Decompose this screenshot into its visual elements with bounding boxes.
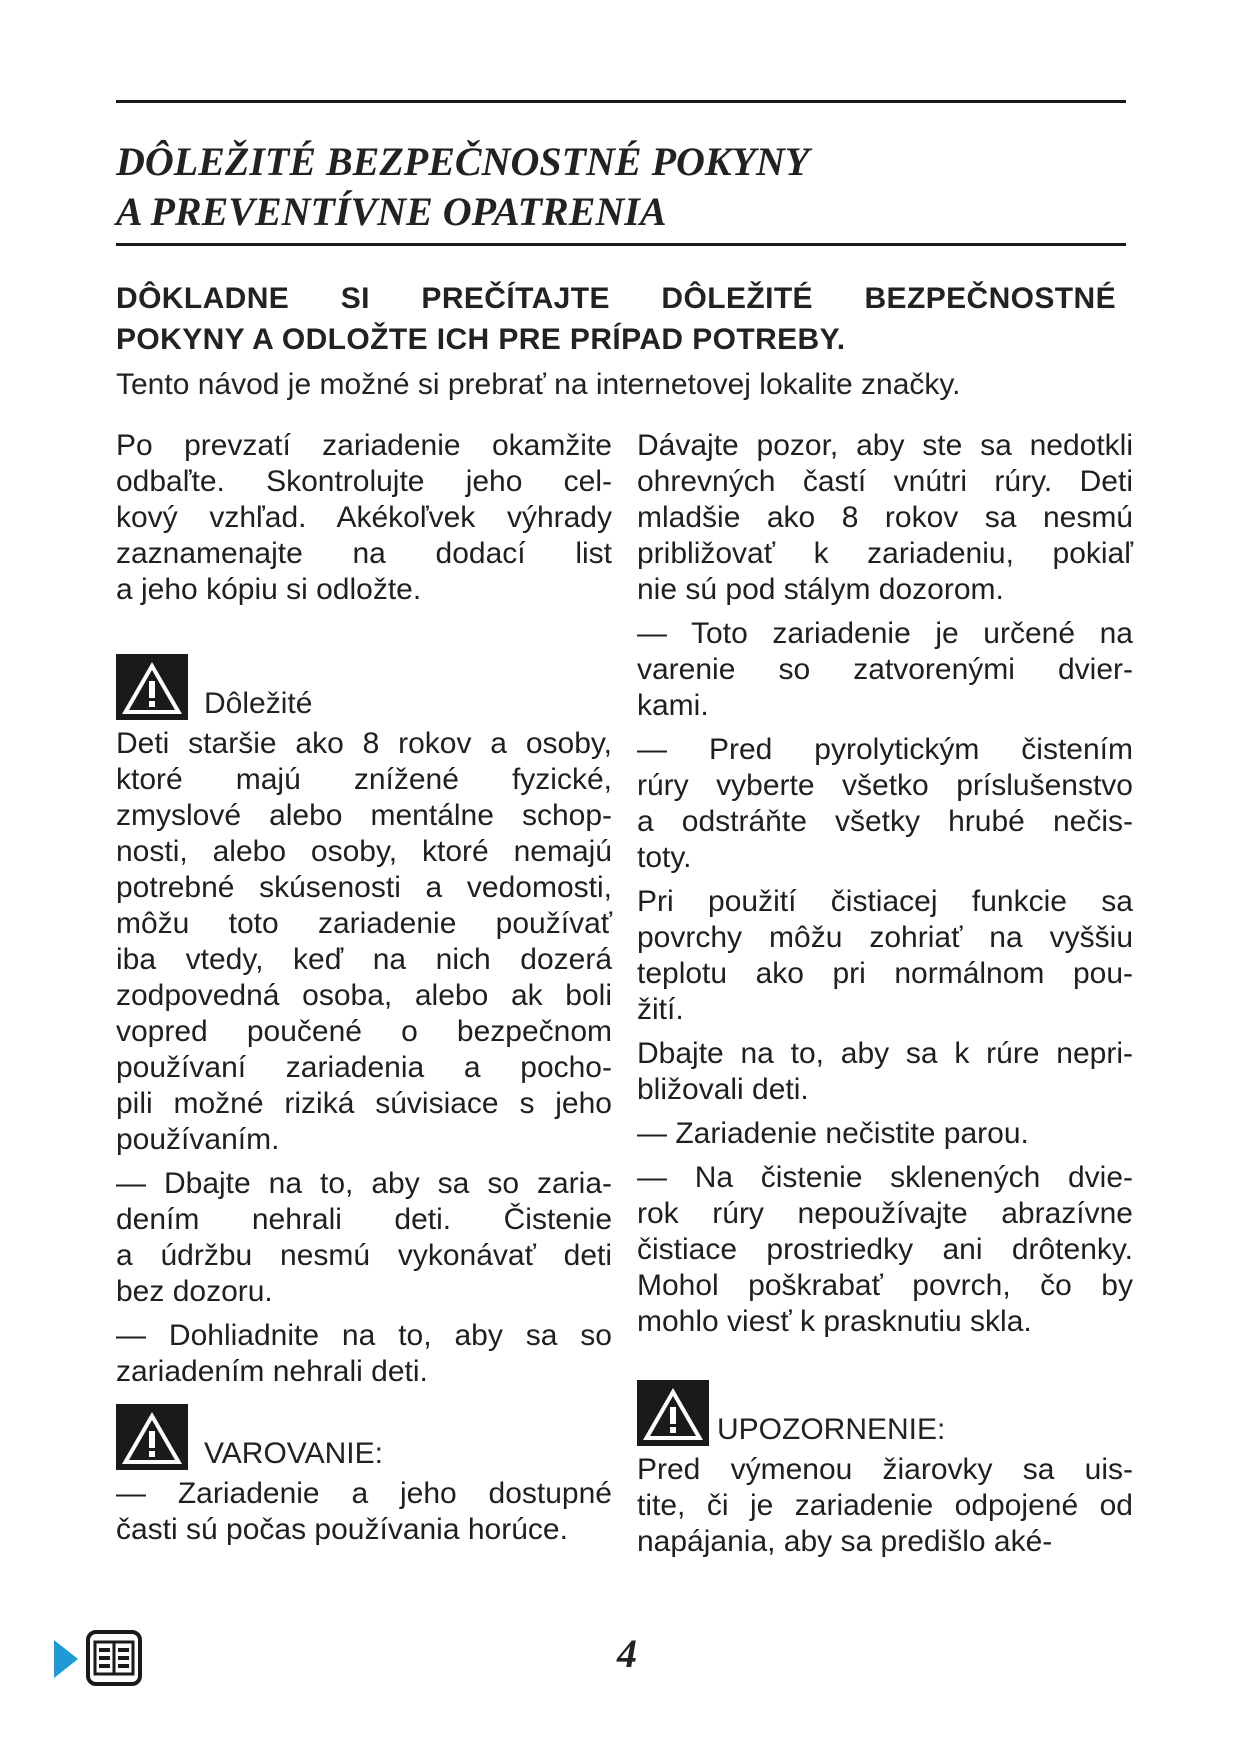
warning-triangle-icon (116, 1404, 188, 1470)
manual-book-icon[interactable] (86, 1630, 142, 1686)
text-line: čistiace prostriedky ani drôtenky. (637, 1233, 1133, 1266)
text-line: rok rúry nepoužívajte abrazívne (637, 1197, 1133, 1230)
warning-triangle-icon (116, 654, 188, 720)
warning-block-varovanie (116, 1404, 612, 1470)
text-line: — Na čistenie sklenených dvie- (637, 1161, 1133, 1194)
warning-triangle-icon (637, 1380, 709, 1446)
title-rule (116, 243, 1126, 246)
text-line: Dávajte pozor, aby ste sa nedotkli (637, 429, 1133, 462)
warning-label: Dôležité (204, 687, 313, 720)
page-title (116, 137, 1116, 237)
text-line: pili možné riziká súvisiace s jeho (116, 1087, 612, 1120)
text-line: Dbajte na to, aby sa k rúre nepri- (637, 1037, 1133, 1070)
text-line: môžu toto zariadenie používať (116, 907, 612, 940)
section-heading (116, 278, 1116, 360)
text-line: a údržbu nesmú vykonávať deti (116, 1239, 612, 1272)
text-line: — Dbajte na to, aby sa so zaria- (116, 1167, 612, 1200)
text-line: — Dohliadnite na to, aby sa so (116, 1319, 612, 1352)
heading-line-1: DÔKLADNE SI PREČÍTAJTE DÔLEŽITÉ BEZPEČNOSTNÉ (116, 282, 1116, 315)
text-line: dením nehrali deti. Čistenie (116, 1203, 612, 1236)
paragraph (637, 428, 1133, 608)
text-line: a odstráňte všetky hrubé nečis- (637, 805, 1133, 838)
warning-block-upozornenie (637, 1380, 1133, 1446)
text-line: tite, či je zariadenie odpojené od (637, 1489, 1133, 1522)
warning-label: UPOZORNENIE: (717, 1413, 946, 1446)
text-line: zodpovedná osoba, alebo ak boli (116, 979, 612, 1012)
text-line: zmyslové alebo mentálne schop- (116, 799, 612, 832)
paragraph (116, 1166, 612, 1310)
next-arrow-icon[interactable] (54, 1640, 78, 1678)
text-line: mohlo viesť k prasknutiu skla. (637, 1305, 1032, 1338)
text-line: ohrevných častí vnútri rúry. Deti (637, 465, 1133, 498)
text-line: Pri použití čistiacej funkcie sa (637, 885, 1133, 918)
paragraph (637, 1036, 1133, 1108)
text-line: zariadením nehrali deti. (116, 1355, 428, 1388)
text-line: Po prevzatí zariadenie okamžite (116, 429, 612, 462)
warning-block-important (116, 654, 612, 720)
title-line-1: DÔLEŽITÉ BEZPEČNOSTNÉ POKYNY (116, 139, 810, 184)
text-line: bez dozoru. (116, 1275, 273, 1308)
page-number: 4 (617, 1631, 637, 1676)
title-line-2: A PREVENTÍVNE OPATRENIA (116, 189, 667, 234)
text-line: kami. (637, 689, 709, 722)
text-line: Deti staršie ako 8 rokov a osoby, (116, 727, 612, 760)
left-column (116, 428, 612, 1556)
text-line: nie sú pod stálym dozorom. (637, 573, 1004, 606)
paragraph (116, 428, 612, 608)
text-line: približovať k zariadeniu, pokiaľ (637, 537, 1133, 570)
text-line: povrchy môžu zohriať na vyššiu (637, 921, 1133, 954)
intro-text: Tento návod je možné si prebrať na internetovej lokalite značky. (116, 368, 961, 401)
text-line: používaní zariadenia a pocho- (116, 1051, 612, 1084)
top-rule (116, 100, 1126, 103)
text-line: varenie so zatvorenými dvier- (637, 653, 1133, 686)
warning-label: VAROVANIE: (204, 1437, 383, 1470)
text-line: toty. (637, 841, 692, 874)
paragraph (637, 1452, 1133, 1560)
paragraph (116, 1318, 612, 1390)
text-line: ktoré majú znížené fyzické, (116, 763, 612, 796)
text-line: — Pred pyrolytickým čistením (637, 733, 1133, 766)
text-line: nosti, alebo osoby, ktoré nemajú (116, 835, 612, 868)
text-line: bližovali deti. (637, 1073, 809, 1106)
text-line: Mohol poškrabať povrch, čo by (637, 1269, 1133, 1302)
paragraph (637, 616, 1133, 724)
paragraph (637, 1116, 1133, 1152)
text-line: teplotu ako pri normálnom pou- (637, 957, 1133, 990)
text-line: časti sú počas používania horúce. (116, 1513, 568, 1546)
paragraph (637, 1160, 1133, 1340)
right-column (637, 428, 1133, 1568)
text-line: potrebné skúsenosti a vedomosti, (116, 871, 612, 904)
text-line: používaním. (116, 1123, 280, 1156)
paragraph (637, 884, 1133, 1028)
text-line: mladšie ako 8 rokov sa nesmú (637, 501, 1133, 534)
paragraph (637, 732, 1133, 876)
text-line: — Toto zariadenie je určené na (637, 617, 1133, 650)
text-line: napájania, aby sa predišlo aké- (637, 1525, 1053, 1558)
text-line: Pred výmenou žiarovky sa uis- (637, 1453, 1133, 1486)
text-line: — Zariadenie nečistite parou. (637, 1117, 1029, 1150)
heading-line-2: POKYNY A ODLOŽTE ICH PRE PRÍPAD POTREBY. (116, 323, 846, 356)
text-line: — Zariadenie a jeho dostupné (116, 1477, 612, 1510)
text-line: žití. (637, 993, 684, 1026)
text-line: a jeho kópiu si odložte. (116, 573, 422, 606)
text-line: rúry vyberte všetko príslušenstvo (637, 769, 1133, 802)
text-line: odbaľte. Skontrolujte jeho cel- (116, 465, 612, 498)
text-line: kový vzhľad. Akékoľvek výhrady (116, 501, 612, 534)
text-line: vopred poučené o bezpečnom (116, 1015, 612, 1048)
paragraph (116, 726, 612, 1158)
text-line: iba vtedy, keď na nich dozerá (116, 943, 612, 976)
paragraph (116, 1476, 612, 1548)
text-line: zaznamenajte na dodací list (116, 537, 612, 570)
